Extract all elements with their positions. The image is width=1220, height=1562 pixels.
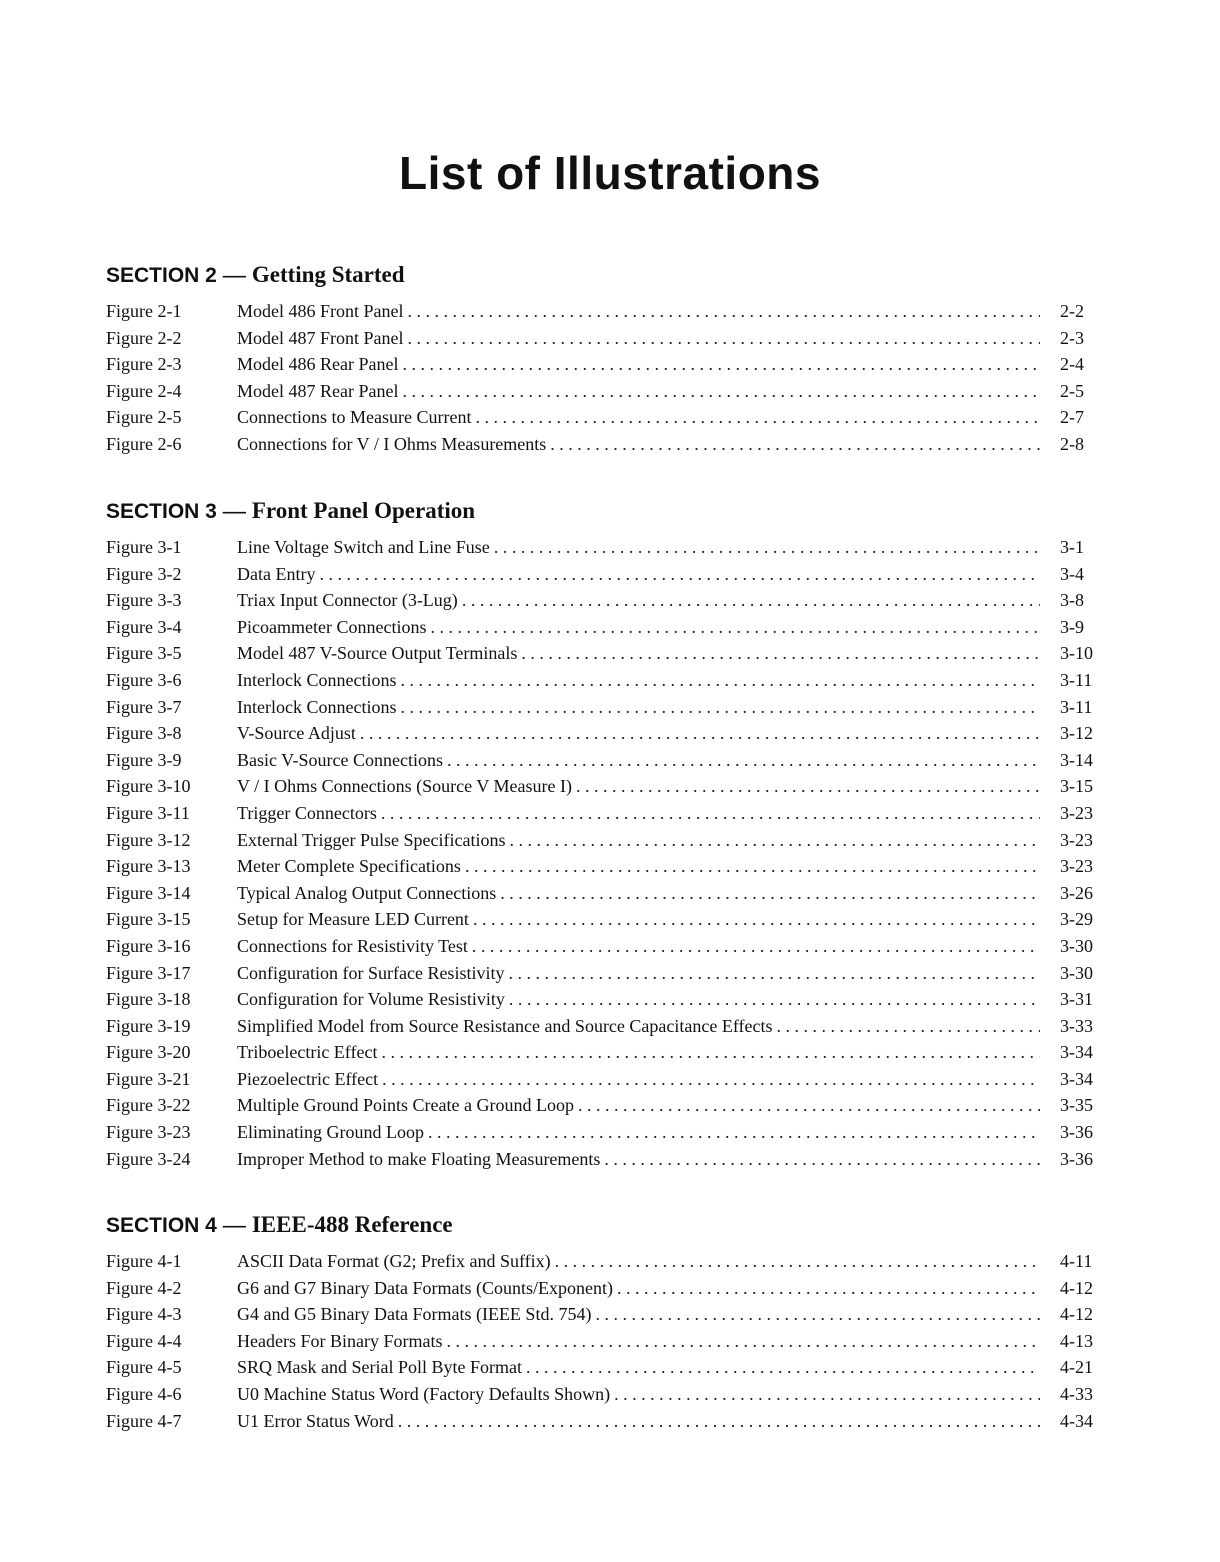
figure-entry[interactable] <box>106 640 1116 667</box>
page-number: 3-14 <box>1060 749 1093 770</box>
page-number: 3-33 <box>1060 1015 1093 1036</box>
figure-number: Figure 4-4 <box>106 1330 182 1351</box>
page-number: 2-7 <box>1060 407 1084 428</box>
figure-number: Figure 3-21 <box>106 1068 191 1089</box>
figure-entry[interactable] <box>106 906 1116 933</box>
figure-entry[interactable] <box>106 880 1116 907</box>
page-number: 4-12 <box>1060 1304 1093 1325</box>
dot-leader <box>408 298 1041 325</box>
figure-caption: Piezoelectric Effect <box>237 1068 379 1089</box>
page-number: 3-12 <box>1060 723 1093 744</box>
dot-leader <box>475 404 1040 431</box>
page-number: 4-34 <box>1060 1410 1093 1431</box>
figure-number: Figure 3-17 <box>106 962 191 983</box>
page-number: 3-23 <box>1060 829 1093 850</box>
page-number: 3-23 <box>1060 802 1093 823</box>
figure-caption: Model 487 Front Panel <box>237 327 404 348</box>
dot-leader <box>428 1119 1040 1146</box>
figure-number: Figure 2-2 <box>106 327 182 348</box>
figure-caption: Triboelectric Effect <box>237 1042 378 1063</box>
figure-caption: Improper Method to make Floating Measurements <box>237 1148 601 1169</box>
dot-leader <box>402 378 1040 405</box>
dot-leader <box>430 614 1040 641</box>
dot-leader <box>576 773 1040 800</box>
page-number: 3-11 <box>1060 696 1093 717</box>
dot-leader <box>509 827 1040 854</box>
dot-leader <box>400 694 1040 721</box>
dot-leader <box>521 640 1040 667</box>
section-heading <box>106 1208 1116 1242</box>
figure-entry[interactable] <box>106 351 1116 378</box>
figure-entry[interactable] <box>106 404 1116 431</box>
figure-entry[interactable] <box>106 1092 1116 1119</box>
section-dash: — <box>222 1212 246 1237</box>
figure-caption: Setup for Measure LED Current <box>237 909 469 930</box>
dot-leader <box>472 933 1040 960</box>
figure-caption: Connections to Measure Current <box>237 407 472 428</box>
figure-number: Figure 3-18 <box>106 989 191 1010</box>
dot-leader <box>508 960 1040 987</box>
figure-list <box>106 534 1116 1172</box>
figure-caption: V-Source Adjust <box>237 723 356 744</box>
figure-entry[interactable] <box>106 1328 1116 1355</box>
figure-number: Figure 3-2 <box>106 563 182 584</box>
figure-entry[interactable] <box>106 1248 1116 1275</box>
figure-number: Figure 4-2 <box>106 1277 182 1298</box>
figure-number: Figure 2-1 <box>106 301 182 321</box>
figure-caption: Eliminating Ground Loop <box>237 1122 424 1143</box>
section-heading <box>106 494 1116 528</box>
figure-entry[interactable] <box>106 933 1116 960</box>
figure-caption: Model 486 Rear Panel <box>237 354 399 375</box>
dot-leader <box>465 853 1040 880</box>
figure-number: Figure 3-7 <box>106 696 182 717</box>
figure-number: Figure 2-4 <box>106 380 182 401</box>
figure-caption: Model 487 Rear Panel <box>237 380 399 401</box>
figure-caption: G6 and G7 Binary Data Formats (Counts/Exponent) <box>237 1277 613 1298</box>
section-4 <box>106 1208 1116 1434</box>
dot-leader <box>319 561 1040 588</box>
figure-number: Figure 3-19 <box>106 1015 191 1036</box>
figure-caption: Picoammeter Connections <box>237 616 427 637</box>
figure-caption: U0 Machine Status Word (Factory Defaults Shown) <box>237 1383 611 1404</box>
figure-number: Figure 3-14 <box>106 882 191 903</box>
page-number: 3-4 <box>1060 563 1084 584</box>
figure-caption: Basic V-Source Connections <box>237 749 443 770</box>
page-number: 4-13 <box>1060 1330 1093 1351</box>
figure-caption: V / I Ohms Connections (Source V Measure I) <box>237 776 572 797</box>
figure-entry[interactable] <box>106 378 1116 405</box>
section-dash: — <box>222 498 246 523</box>
figure-number: Figure 3-23 <box>106 1122 191 1143</box>
page-number: 3-30 <box>1060 962 1093 983</box>
figure-caption: Configuration for Surface Resistivity <box>237 962 505 983</box>
dot-leader <box>382 1066 1040 1093</box>
page-number: 2-5 <box>1060 380 1084 401</box>
dot-leader <box>777 1013 1041 1040</box>
figure-caption: Interlock Connections <box>237 669 397 690</box>
figure-caption: Triax Input Connector (3-Lug) <box>237 590 458 611</box>
dot-leader <box>447 747 1040 774</box>
section-dash: — <box>222 262 246 287</box>
page-number: 3-23 <box>1060 856 1093 877</box>
page-number: 3-34 <box>1060 1042 1093 1063</box>
page-number: 2-2 <box>1060 301 1084 321</box>
section-label: SECTION 2 <box>106 264 217 287</box>
figure-number: Figure 2-6 <box>106 433 182 454</box>
page-number: 3-10 <box>1060 643 1093 664</box>
figure-entry[interactable] <box>106 561 1116 588</box>
page-title: List of Illustrations <box>399 147 821 199</box>
figure-entry[interactable] <box>106 1408 1116 1435</box>
figure-number: Figure 3-15 <box>106 909 191 930</box>
section-3 <box>106 494 1116 1172</box>
dot-leader <box>494 534 1040 561</box>
page-number: 3-30 <box>1060 935 1093 956</box>
page-number: 2-3 <box>1060 327 1084 348</box>
figure-caption: SRQ Mask and Serial Poll Byte Format <box>237 1357 522 1378</box>
figure-entry[interactable] <box>106 1275 1116 1302</box>
figure-entry[interactable] <box>106 747 1116 774</box>
section-name: Front Panel Operation <box>251 498 476 523</box>
figure-number: Figure 3-20 <box>106 1042 191 1063</box>
dot-leader <box>617 1275 1040 1302</box>
figure-entry[interactable] <box>106 614 1116 641</box>
figure-number: Figure 3-13 <box>106 856 191 877</box>
page-number: 3-31 <box>1060 989 1093 1010</box>
figure-entry[interactable] <box>106 800 1116 827</box>
page-number: 3-26 <box>1060 882 1093 903</box>
figure-entry[interactable] <box>106 298 1116 325</box>
page-number: 3-36 <box>1060 1122 1093 1143</box>
figure-entry[interactable] <box>106 1381 1116 1408</box>
figure-list <box>106 1248 1116 1434</box>
page-number: 3-11 <box>1060 669 1093 690</box>
dot-leader <box>578 1092 1040 1119</box>
figure-number: Figure 2-5 <box>106 407 182 428</box>
figure-entry[interactable] <box>106 1301 1116 1328</box>
dot-leader <box>360 720 1040 747</box>
figure-entry[interactable] <box>106 960 1116 987</box>
figure-caption: Configuration for Volume Resistivity <box>237 989 505 1010</box>
section-2 <box>106 258 1116 458</box>
figure-entry[interactable] <box>106 1354 1116 1381</box>
dot-leader <box>400 667 1040 694</box>
dot-leader <box>462 587 1040 614</box>
figure-caption: Connections for V / I Ohms Measurements <box>237 433 547 454</box>
figure-caption: Meter Complete Specifications <box>237 856 461 877</box>
page-number: 3-1 <box>1060 537 1084 557</box>
dot-leader <box>402 351 1040 378</box>
figure-caption: Model 486 Front Panel <box>237 301 404 321</box>
figure-number: Figure 3-9 <box>106 749 182 770</box>
figure-number: Figure 4-5 <box>106 1357 182 1378</box>
figure-entry[interactable] <box>106 1013 1116 1040</box>
figure-number: Figure 3-4 <box>106 616 182 637</box>
figure-number: Figure 3-1 <box>106 537 182 557</box>
dot-leader <box>473 906 1040 933</box>
figure-entry[interactable] <box>106 827 1116 854</box>
dot-leader <box>526 1354 1040 1381</box>
figure-entry[interactable] <box>106 986 1116 1013</box>
figure-entry[interactable] <box>106 1066 1116 1093</box>
dot-leader <box>408 325 1041 352</box>
figure-entry[interactable] <box>106 431 1116 458</box>
figure-number: Figure 4-6 <box>106 1383 182 1404</box>
figure-entry[interactable] <box>106 667 1116 694</box>
figure-number: Figure 3-5 <box>106 643 182 664</box>
dot-leader <box>509 986 1040 1013</box>
page-number: 4-33 <box>1060 1383 1093 1404</box>
page-number: 4-11 <box>1060 1251 1093 1271</box>
section-label: SECTION 4 <box>106 1214 217 1237</box>
dot-leader <box>398 1408 1040 1435</box>
figure-caption: U1 Error Status Word <box>237 1410 394 1431</box>
figure-caption: Line Voltage Switch and Line Fuse <box>237 537 490 557</box>
dot-leader <box>381 800 1040 827</box>
page-number: 3-15 <box>1060 776 1093 797</box>
figure-number: Figure 4-7 <box>106 1410 182 1431</box>
section-heading <box>106 258 1116 292</box>
figure-caption: Data Entry <box>237 563 316 584</box>
figure-entry[interactable] <box>106 1146 1116 1173</box>
figure-entry[interactable] <box>106 694 1116 721</box>
page-number: 3-29 <box>1060 909 1093 930</box>
figure-entry[interactable] <box>106 1039 1116 1066</box>
page-number: 3-36 <box>1060 1148 1093 1169</box>
figure-number: Figure 3-11 <box>106 802 190 823</box>
figure-number: Figure 4-3 <box>106 1304 182 1325</box>
dot-leader <box>500 880 1040 907</box>
figure-caption: Trigger Connectors <box>237 802 377 823</box>
figure-caption: Connections for Resistivity Test <box>237 935 468 956</box>
dot-leader <box>446 1328 1040 1355</box>
figure-caption: Headers For Binary Formats <box>237 1330 443 1351</box>
figure-number: Figure 2-3 <box>106 354 182 375</box>
figure-caption: ASCII Data Format (G2; Prefix and Suffix) <box>237 1251 551 1271</box>
figure-entry[interactable] <box>106 853 1116 880</box>
figure-entry[interactable] <box>106 587 1116 614</box>
figure-entry[interactable] <box>106 325 1116 352</box>
figure-caption: Simplified Model from Source Resistance and Source Capacitance Effects <box>237 1015 773 1036</box>
section-name: Getting Started <box>251 262 405 287</box>
figure-number: Figure 4-1 <box>106 1251 182 1271</box>
figure-entry[interactable] <box>106 720 1116 747</box>
figure-number: Figure 3-16 <box>106 935 191 956</box>
figure-entry[interactable] <box>106 1119 1116 1146</box>
figure-number: Figure 3-24 <box>106 1148 191 1169</box>
figure-caption: Interlock Connections <box>237 696 397 717</box>
figure-number: Figure 3-3 <box>106 590 182 611</box>
figure-number: Figure 3-8 <box>106 723 182 744</box>
section-label: SECTION 3 <box>106 500 217 523</box>
figure-list <box>106 298 1116 458</box>
figure-number: Figure 3-10 <box>106 776 191 797</box>
page-number: 2-8 <box>1060 433 1084 454</box>
page-number: 4-21 <box>1060 1357 1093 1378</box>
figure-caption: Multiple Ground Points Create a Ground Loop <box>237 1095 574 1116</box>
dot-leader <box>614 1381 1040 1408</box>
dot-leader <box>550 431 1040 458</box>
page-number: 3-8 <box>1060 590 1084 611</box>
dot-leader <box>595 1301 1040 1328</box>
page-number: 3-34 <box>1060 1068 1093 1089</box>
figure-entry[interactable] <box>106 534 1116 561</box>
figure-number: Figure 3-12 <box>106 829 191 850</box>
page-number: 4-12 <box>1060 1277 1093 1298</box>
figure-entry[interactable] <box>106 773 1116 800</box>
figure-caption: Model 487 V-Source Output Terminals <box>237 643 518 664</box>
page-number: 3-9 <box>1060 616 1084 637</box>
section-name: IEEE-488 Reference <box>251 1212 453 1237</box>
figure-caption: Typical Analog Output Connections <box>237 882 497 903</box>
figure-caption: External Trigger Pulse Specifications <box>237 829 506 850</box>
figure-number: Figure 3-22 <box>106 1095 191 1116</box>
figure-number: Figure 3-6 <box>106 669 182 690</box>
dot-leader <box>604 1146 1040 1173</box>
page-number: 3-35 <box>1060 1095 1093 1116</box>
dot-leader <box>555 1248 1040 1275</box>
page-number: 2-4 <box>1060 354 1084 375</box>
dot-leader <box>381 1039 1040 1066</box>
figure-caption: G4 and G5 Binary Data Formats (IEEE Std. 754) <box>237 1304 592 1325</box>
